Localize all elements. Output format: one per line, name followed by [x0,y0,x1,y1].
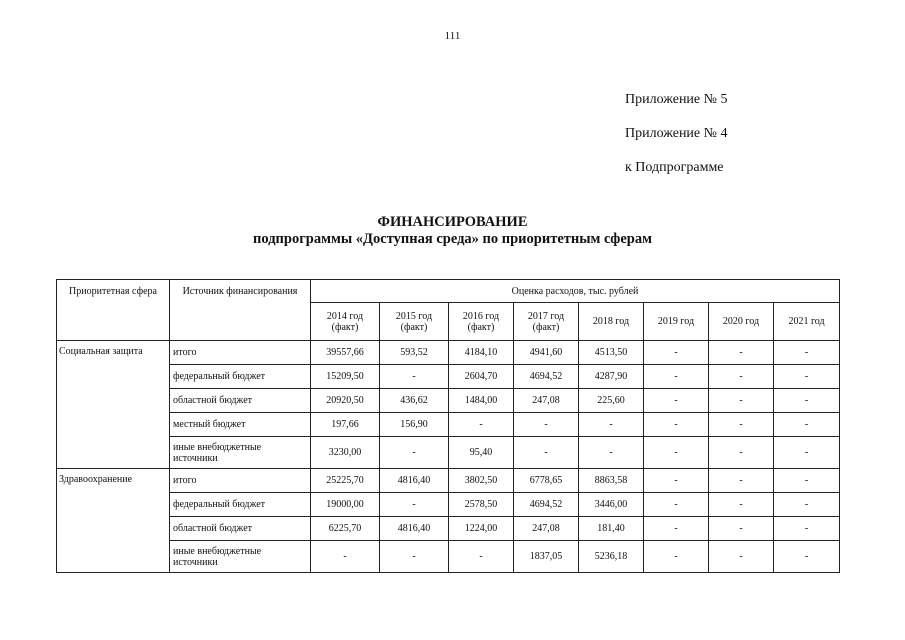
value-cell: 2578,50 [449,493,514,517]
year-label: 2020 год [722,316,760,327]
source-cell: итого [170,341,311,365]
value-cell: - [774,413,840,437]
year-label: 2019 год [657,316,695,327]
year-header-3 [514,303,579,341]
header-source: Источник финансирования [170,280,311,341]
year-header-0 [311,303,380,341]
value-cell: - [774,469,840,493]
value-cell: 4184,10 [449,341,514,365]
value-cell: 2604,70 [449,365,514,389]
value-cell: - [644,493,709,517]
value-cell: - [644,469,709,493]
year-label: 2016 год [462,310,500,322]
appendix-line-1: Приложение № 5 [625,92,728,107]
table-row [57,365,840,389]
value-cell: 247,08 [514,517,579,541]
table-row [57,493,840,517]
value-cell: 593,52 [380,341,449,365]
value-cell: 181,40 [579,517,644,541]
value-cell: - [449,541,514,573]
value-cell: 95,40 [449,437,514,469]
value-cell: - [709,541,774,573]
source-cell: итого [170,469,311,493]
value-cell: 8863,58 [579,469,644,493]
year-label: 2021 год [788,316,825,327]
source-cell: областной бюджет [170,517,311,541]
value-cell: 156,90 [380,413,449,437]
sphere-cell: Социальная защита [57,341,170,469]
value-cell: 3230,00 [311,437,380,469]
sphere-cell: Здравоохранение [57,469,170,573]
value-cell: 20920,50 [311,389,380,413]
year-label: 2014 год [326,310,364,322]
financing-table [56,279,840,573]
year-header-4 [579,303,644,341]
year-header-6 [709,303,774,341]
table-row [57,437,840,469]
value-cell: - [774,437,840,469]
table-row [57,469,840,493]
value-cell: - [514,437,579,469]
appendix-line-3: к Подпрограмме [625,160,724,175]
year-header-2 [449,303,514,341]
value-cell: - [311,541,380,573]
header-sphere: Приоритетная сфера [57,280,170,341]
value-cell: 436,62 [380,389,449,413]
value-cell: - [774,517,840,541]
value-cell: - [709,413,774,437]
value-cell: - [774,365,840,389]
value-cell: 4694,52 [514,365,579,389]
header-estimate: Оценка расходов, тыс. рублей [311,280,840,303]
value-cell: - [709,341,774,365]
year-label: 2017 год [527,310,565,322]
value-cell: 6778,65 [514,469,579,493]
year-note: (факт) [331,321,359,333]
value-cell: 247,08 [514,389,579,413]
source-cell: федеральный бюджет [170,365,311,389]
table-row [57,341,840,365]
value-cell: - [380,541,449,573]
value-cell: 3446,00 [579,493,644,517]
title-subtitle: подпрограммы «Доступная среда» по приоритетным сферам [253,231,652,247]
year-note: (факт) [400,321,428,333]
value-cell: 6225,70 [311,517,380,541]
source-cell: иные внебюджетные источники [170,541,311,573]
value-cell: 19000,00 [311,493,380,517]
source-cell: областной бюджет [170,389,311,413]
value-cell: 25225,70 [311,469,380,493]
value-cell: 3802,50 [449,469,514,493]
value-cell: - [644,389,709,413]
value-cell: 4816,40 [380,517,449,541]
value-cell: - [774,493,840,517]
value-cell: - [709,493,774,517]
value-cell: - [644,341,709,365]
value-cell: - [709,517,774,541]
value-cell: - [644,437,709,469]
value-cell: - [380,437,449,469]
value-cell: 4816,40 [380,469,449,493]
year-note: (факт) [467,321,495,333]
year-header-5 [644,303,709,341]
value-cell: - [644,413,709,437]
value-cell: 4513,50 [579,341,644,365]
source-cell: местный бюджет [170,413,311,437]
value-cell: - [380,365,449,389]
value-cell: - [380,493,449,517]
year-header-7 [774,303,840,341]
value-cell: - [709,365,774,389]
title-main: ФИНАНСИРОВАНИЕ [377,214,528,230]
value-cell: - [774,341,840,365]
table-row [57,517,840,541]
value-cell: - [579,413,644,437]
year-note: (факт) [532,321,560,333]
document-title [0,214,905,248]
value-cell: 197,66 [311,413,380,437]
value-cell: - [709,389,774,413]
year-label: 2015 год [395,310,433,322]
value-cell: 225,60 [579,389,644,413]
table-row [57,413,840,437]
value-cell: - [774,389,840,413]
value-cell: 1224,00 [449,517,514,541]
value-cell: 4694,52 [514,493,579,517]
source-cell: иные внебюджетные источники [170,437,311,469]
value-cell: - [514,413,579,437]
value-cell: - [644,541,709,573]
year-label: 2018 год [592,316,630,327]
year-header-1 [380,303,449,341]
value-cell: 1484,00 [449,389,514,413]
value-cell: - [709,469,774,493]
table-body [57,341,840,573]
value-cell: - [709,437,774,469]
value-cell: 39557,66 [311,341,380,365]
value-cell: 15209,50 [311,365,380,389]
value-cell: - [449,413,514,437]
value-cell: 5236,18 [579,541,644,573]
value-cell: 4287,90 [579,365,644,389]
page-number: 111 [444,30,461,42]
value-cell: - [644,517,709,541]
table-row [57,541,840,573]
table-row [57,389,840,413]
value-cell: 1837,05 [514,541,579,573]
value-cell: 4941,60 [514,341,579,365]
value-cell: - [644,365,709,389]
source-cell: федеральный бюджет [170,493,311,517]
value-cell: - [579,437,644,469]
appendix-line-2: Приложение № 4 [625,126,728,141]
value-cell: - [774,541,840,573]
